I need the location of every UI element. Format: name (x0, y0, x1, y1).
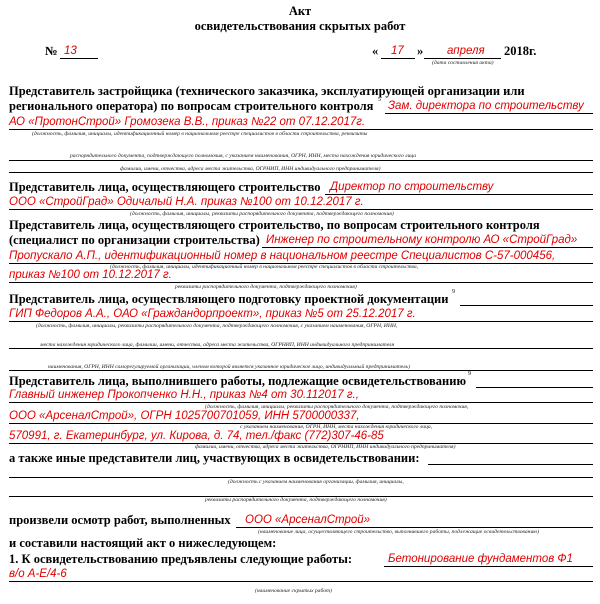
date-month: апреля (447, 45, 485, 57)
developer-underline-1 (385, 113, 593, 114)
number-underline (60, 58, 98, 59)
inspection-value: ООО «АрсеналСтрой» (245, 514, 371, 526)
performer-label: Представитель лица, выполнившего работы, подлежащие освидетельствованию (9, 374, 467, 388)
developer-value-line1: Зам. директора по строительству (388, 100, 584, 112)
designer-label: Представитель лица, осуществляющего подготовку проектной документации (9, 292, 449, 306)
builder-underline-2 (9, 209, 593, 210)
designer-underline-4 (9, 370, 593, 371)
designer-note-line3: наименования, ОГРН, ИНН саморегулируемой организации, членом которой является указанное юридическое лицо, индивидуальный предприниматель) (48, 364, 410, 370)
developer-note-line3: фамилии, имени, отчества, адреса места жительства, ОГРНИП, ИНН индивидуального предпринимателя) (120, 166, 381, 172)
designer-underline-1 (460, 305, 593, 306)
developer-underline-2 (9, 129, 593, 130)
builder-value-line1: Директор по строительству (330, 181, 494, 193)
act-intro: и составили настоящий акт о нижеследующем: (9, 536, 277, 550)
date-day: 17 (391, 45, 404, 57)
month-underline (424, 58, 501, 59)
designer-footnote: 9 (452, 289, 455, 295)
performer-value-line2: ООО «АрсеналСтрой», ОГРН 1025700701059, ИНН 5700000337, (9, 410, 360, 422)
inspection-underline (236, 527, 593, 528)
developer-label-line1: Представитель застройщика (технического заказчика, эксплуатирующей организации или (9, 84, 525, 98)
builder-value-line2: ООО «СтройГрад» Одичалый Н.А. приказ №100 от 10.12.2017 г. (9, 196, 364, 208)
performer-underline-1 (476, 387, 593, 388)
performer-note-line3: фамилии, имени, отчества, адреса места жительства, ОГРНИП, ИНН индивидуального предпринимателя) (195, 444, 456, 450)
builder-control-underline-3 (9, 282, 593, 283)
developer-note-line1: (должность, фамилия, инициалы, идентификационный номер в национальном реестре специалистов в области строительства, реквизиты (32, 131, 368, 137)
developer-underline-3 (9, 160, 593, 161)
designer-underline-3 (9, 348, 593, 349)
designer-note-line2: места нахождения юридического лица, фамилии, имени, отчества, адреса места жительства, ОГРНИП, ИНН индивидуального предпринимателя (40, 342, 395, 348)
builder-control-note-line2: реквизиты распорядительного документа, подтверждающего полномочия) (175, 284, 357, 290)
builder-control-label-line2: (специалист по организации строительства) (9, 233, 260, 247)
document-title: Акт (288, 4, 312, 18)
performer-underline-2 (9, 402, 593, 403)
builder-note: (должность, фамилия, инициалы, реквизиты распорядительного документа, подтверждающего полномочия) (130, 211, 394, 217)
builder-control-note-line1: (должность, фамилия, инициалы, идентификационный номер в национальном реестре специалистов в области строительства, (110, 264, 419, 270)
works-label: 1. К освидетельствованию предъявлены следующие работы: (9, 552, 353, 566)
others-underline-2 (9, 477, 593, 478)
builder-control-value-line1: Инженер по строительному контролю АО «СтройГрад» (266, 234, 578, 246)
works-value-line1: Бетонирование фундаментов Ф1 (388, 553, 573, 565)
builder-underline-1 (325, 194, 593, 195)
act-number: 13 (64, 45, 77, 57)
works-value-line2: в/о А-Е/4-6 (9, 568, 67, 580)
performer-note-line2: с указанием наименования, ОГРН, ИНН, места нахождения юридического лица, (240, 424, 433, 430)
builder-label: Представитель лица, осуществляющего строительство (9, 180, 321, 194)
date-caption: (дата составления акта) (432, 60, 494, 66)
developer-note-line2: распорядительного документа, подтверждающего полномочия, с указанием наименования, ОГРН, ИНН, места нахождения юридического лица (70, 153, 417, 159)
builder-control-label-line1: Представитель лица, осуществляющего строительство, по вопросам строительного контроля (9, 218, 540, 232)
developer-label-line2: регионального оператора) по вопросам строительного контроля (9, 99, 374, 113)
others-note-line2: реквизиты распорядительного документа, подтверждающего полномочия) (205, 497, 387, 503)
works-underline-2 (9, 581, 593, 582)
day-underline (381, 58, 415, 59)
document-subtitle: освидетельствования скрытых работ (194, 19, 406, 33)
developer-underline-4 (9, 172, 593, 173)
designer-note-line1: (должность, фамилия, инициалы, реквизиты распорядительного документа, подтверждающего полномочия, с указанием наименования, ОГРН, ИНН, (36, 323, 398, 329)
inspection-label: произвели осмотр работ, выполненных (9, 513, 231, 527)
designer-value: ГИП Федоров А.А., ОАО «Граждандорпроект», приказ №5 от 25.12.2017 г. (9, 308, 416, 320)
performer-value-line1: Главный инженер Прокопченко Н.Н., приказ №4 от 30.112017 г., (9, 389, 359, 401)
date-close-quote: » (417, 44, 424, 58)
others-note-line1: (должность с указанием наименования организации, фамилия, инициалы, (228, 479, 404, 485)
works-underline-1 (384, 566, 593, 567)
builder-control-underline-1 (262, 247, 593, 248)
number-label: № (45, 44, 58, 58)
builder-control-value-line3: приказ №100 от 10.12.2017 г. (9, 269, 172, 281)
performer-value-line3: 570991, г. Екатеринбург, ул. Кирова, д. 74, тел./факс (772)307-46-85 (9, 430, 384, 442)
developer-value-line2: АО «ПротонСтрой» Громозека В.В., приказ №22 от 07.12.2017г. (9, 116, 366, 128)
builder-control-value-line2: Пропускало А.П., идентификационный номер в национальном реестре Специалистов С-57-000456, (9, 250, 556, 262)
designer-underline-2 (9, 321, 593, 322)
date-open-quote: « (372, 44, 379, 58)
works-note: (наименование скрытых работ) (255, 588, 332, 594)
others-label: а также иные представители лиц, участвующих в освидетельствовании: (9, 451, 420, 465)
inspection-note: (наименование лица, осуществляющего строительство, выполнившего работы, подлежащие освидетельствованию) (258, 529, 540, 535)
date-year: 2018г. (504, 44, 537, 58)
performer-footnote: 9 (468, 371, 471, 377)
performer-note-line1: (должность, фамилия, инициалы, реквизиты распорядительного документа, подтверждающего полномочия, (205, 404, 469, 410)
developer-footnote: 5 (378, 97, 381, 103)
others-underline-1 (428, 464, 593, 465)
